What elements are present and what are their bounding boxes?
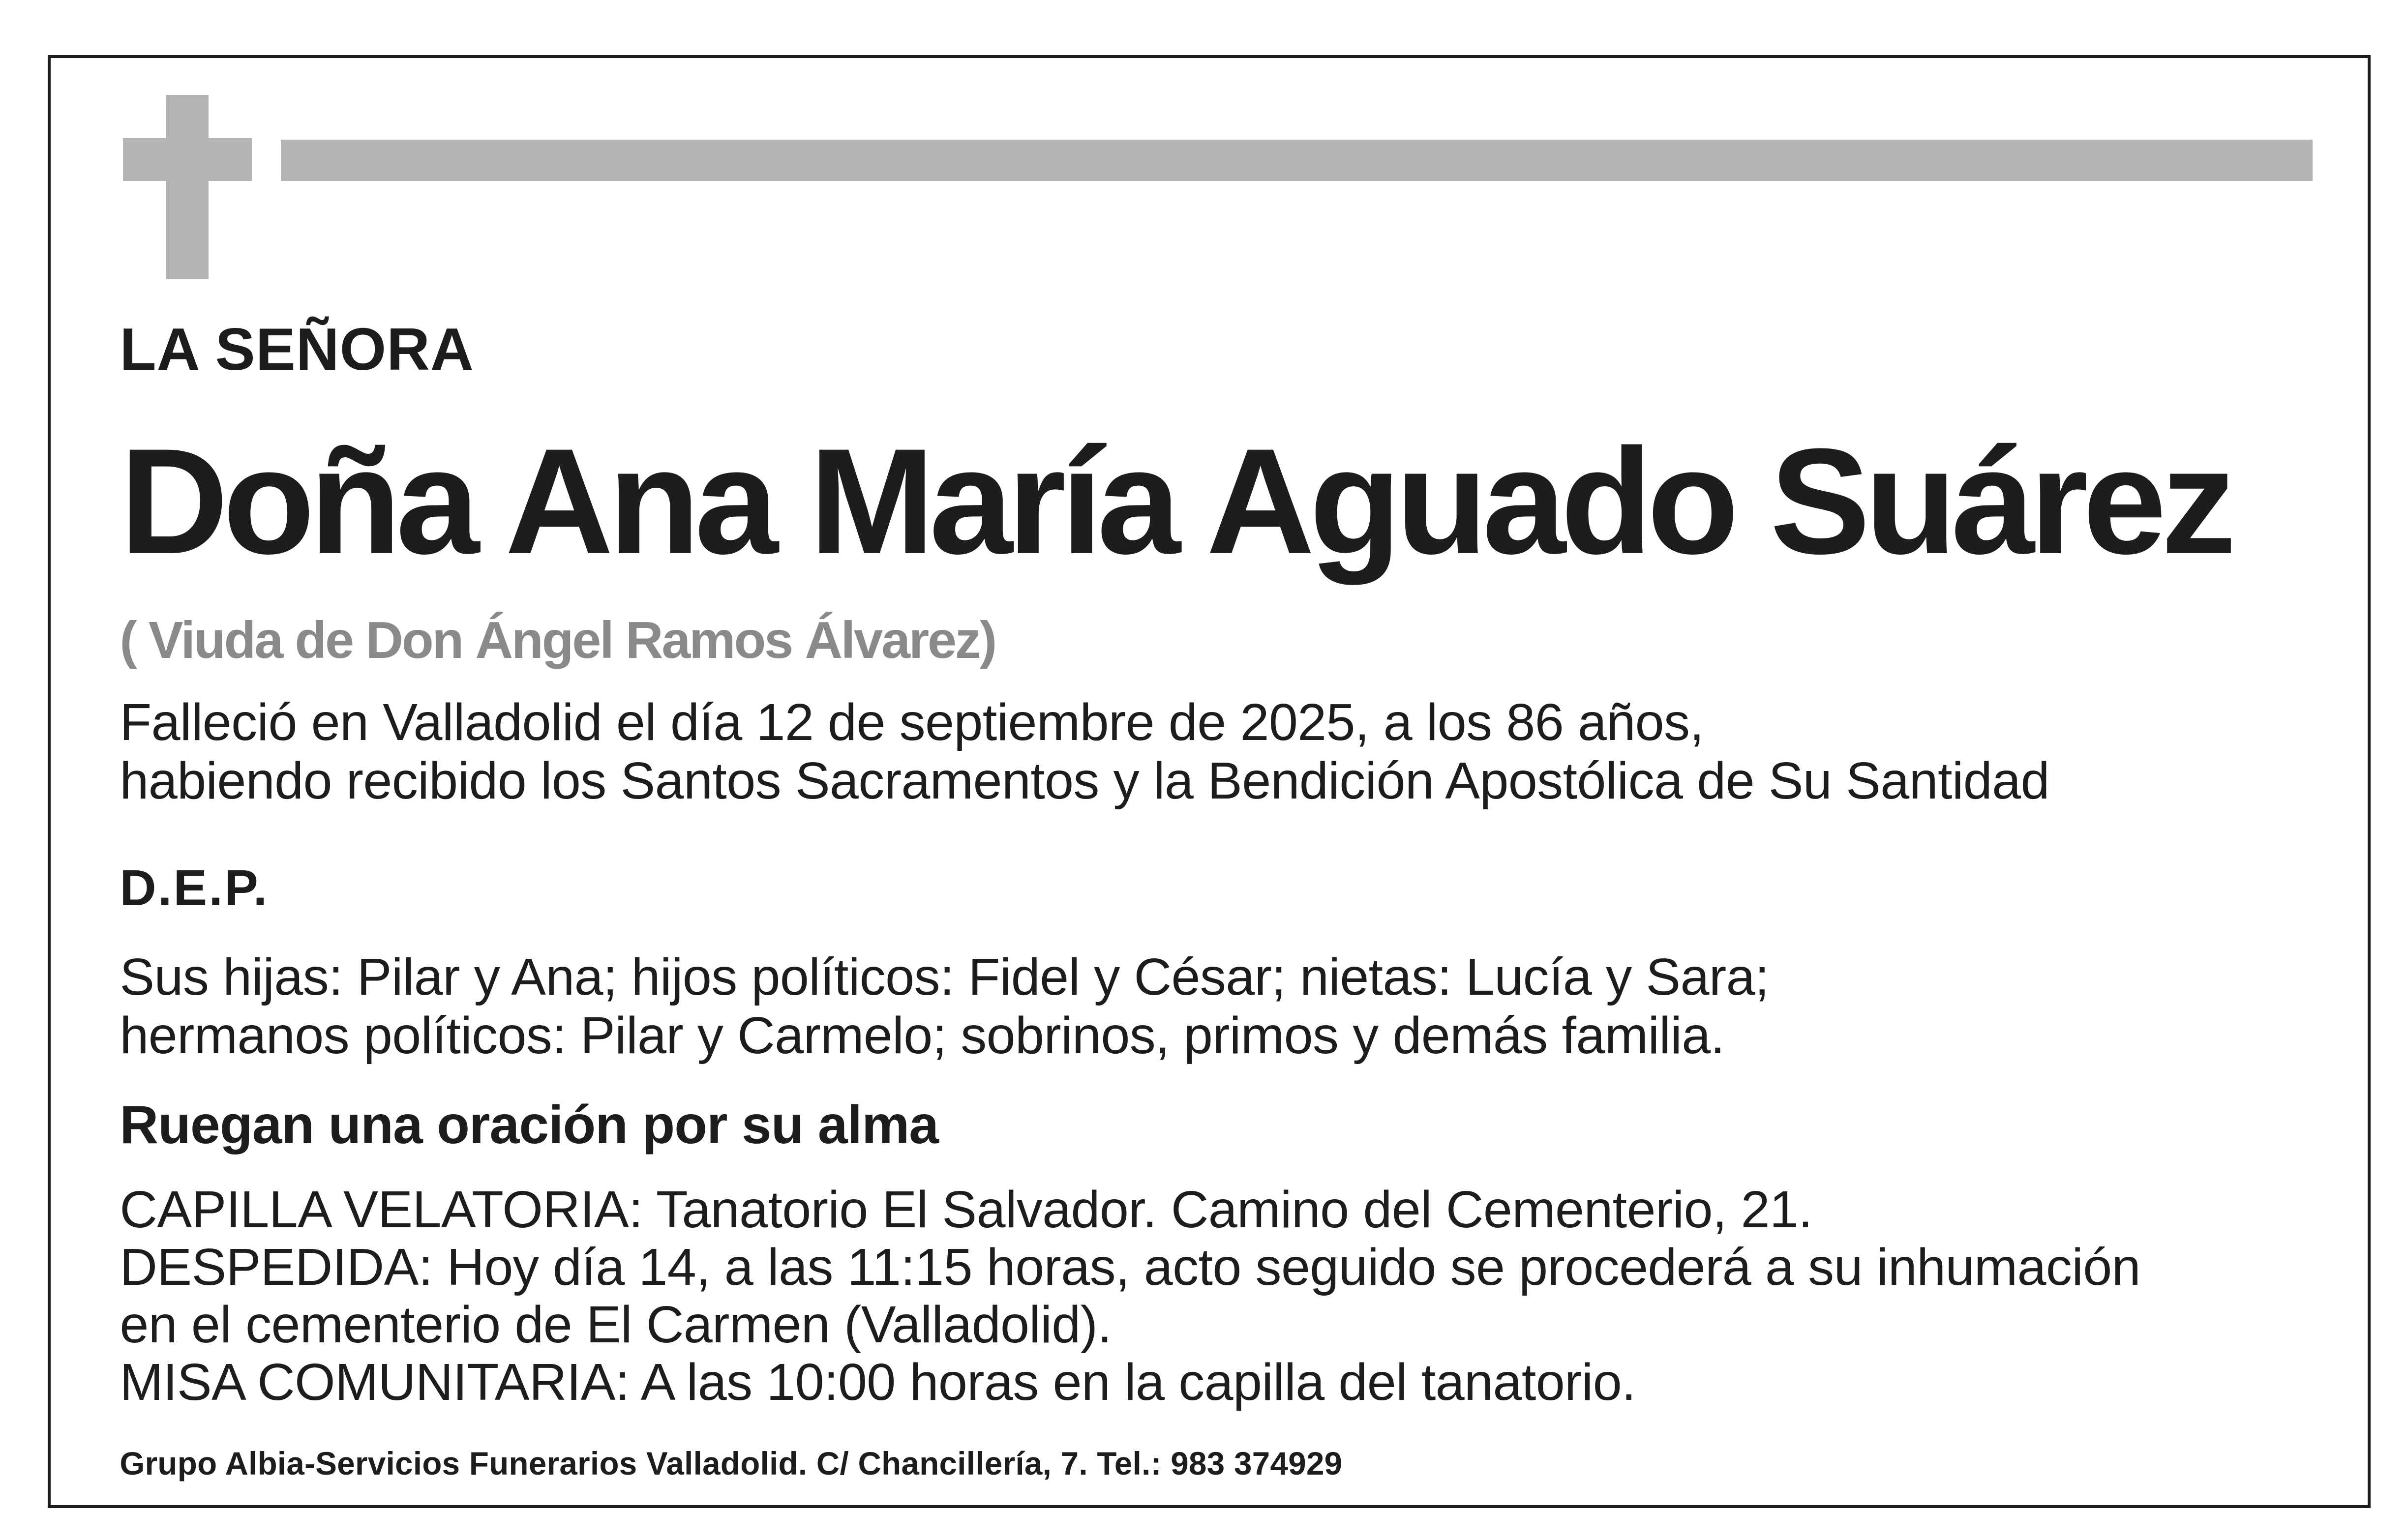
rip-label: D.E.P. [120,859,269,917]
service-line: CAPILLA VELATORIA: Tanatorio El Salvador. Camino del Cementerio, 21. [120,1181,1813,1239]
prayer-request: Ruegan una oración por su alma [120,1095,939,1155]
deceased-name: Doña Ana María Aguado Suárez [120,417,2231,586]
death-line: Falleció en Valladolid el día 12 de septiembre de 2025, a los 86 años, [120,693,1704,752]
header-rule [281,140,2313,181]
family-line: Sus hijas: Pilar y Ana; hijos políticos: Fidel y César; nietas: Lucía y Sara; [120,948,1769,1007]
cross-vertical-bar [166,95,209,279]
family-line: hermanos políticos: Pilar y Carmelo; sobrinos, primos y demás familia. [120,1006,1725,1065]
honorific-heading: LA SEÑORA [120,315,474,383]
death-line: habiendo recibido los Santos Sacramentos y la Bendición Apostólica de Su Santidad [120,751,2049,810]
service-details [120,1181,2140,1411]
funeral-home-footer: Grupo Albia-Servicios Funerarios Valladolid. C/ Chancillería, 7. Tel.: 983 374929 [120,1446,1343,1482]
death-announcement [120,693,2049,810]
widow-of-line: ( Viuda de Don Ángel Ramos Álvarez) [120,611,996,669]
service-line: MISA COMUNITARIA: A las 10:00 horas en la capilla del tanatorio. [120,1353,1636,1412]
service-line: en el cementerio de El Carmen (Valladolid). [120,1296,1112,1354]
service-line: DESPEDIDA: Hoy día 14, a las 11:15 horas, acto seguido se procederá a su inhumación [120,1238,2140,1297]
latin-cross-icon [123,95,252,279]
cross-horizontal-bar [123,138,252,181]
family-list [120,948,1769,1065]
